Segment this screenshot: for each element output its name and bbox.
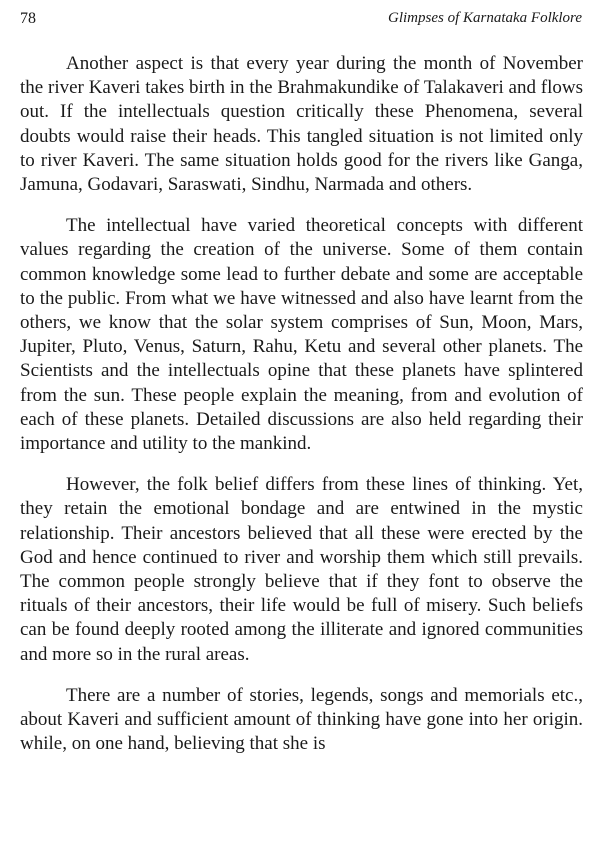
body-text — [20, 52, 583, 773]
paragraph-universe-creation: The intellectual have varied theoretical concepts with different values regarding the creation of the universe. Some of them contain common knowledge some lead to further debate and some are acceptable to the public. From what we have witnessed and also have learnt from the others, we know that the solar system comprises of Sun, Moon, Mars, Jupiter, Pluto, Venus, Saturn, Rahu, Ketu and several other planets. The Scientists and the intellectuals opine that these planets have splintered from the sun. These people explain the meaning, from and evolution of each of these planets. Detailed discussions are also held regarding their importance and utility to the mankind. — [20, 215, 583, 455]
page-number: 78 — [20, 10, 36, 27]
running-title: Glimpses of Karnataka Folklore — [387, 10, 582, 26]
paragraph-folk-belief: However, the folk belief differs from these lines of thinking. Yet, they retain the emotional bondage and are entwined in the mystic relationship. Their ancestors believed that all these were erected by the God and hence continued to river and worship them which still prevails. The common people strongly believe that if they font to observe the rituals of their ancestors, their life would be full of misery. Such beliefs can be found deeply rooted among the illiterate and ignored communities and more so in the rural areas. — [20, 474, 583, 665]
page-header — [20, 10, 582, 32]
paragraph-kaveri-birth: Another aspect is that every year during the month of November the river Kaveri takes birth in the Brahmakundike of Talakaveri and flows out. If the intellectuals question critically these Phenomena, several doubts would raise their heads. This tangled situation is not limited only to river Kaveri. The same situation holds good for the rivers like Ganga, Jamuna, Godavari, Saraswati, Sindhu, Narmada and others. — [20, 53, 583, 196]
paragraph-kaveri-stories: There are a number of stories, legends, songs and memorials etc., about Kaveri and sufficient amount of thinking have gone into her origin. while, on one hand, believing that she is — [20, 684, 583, 755]
